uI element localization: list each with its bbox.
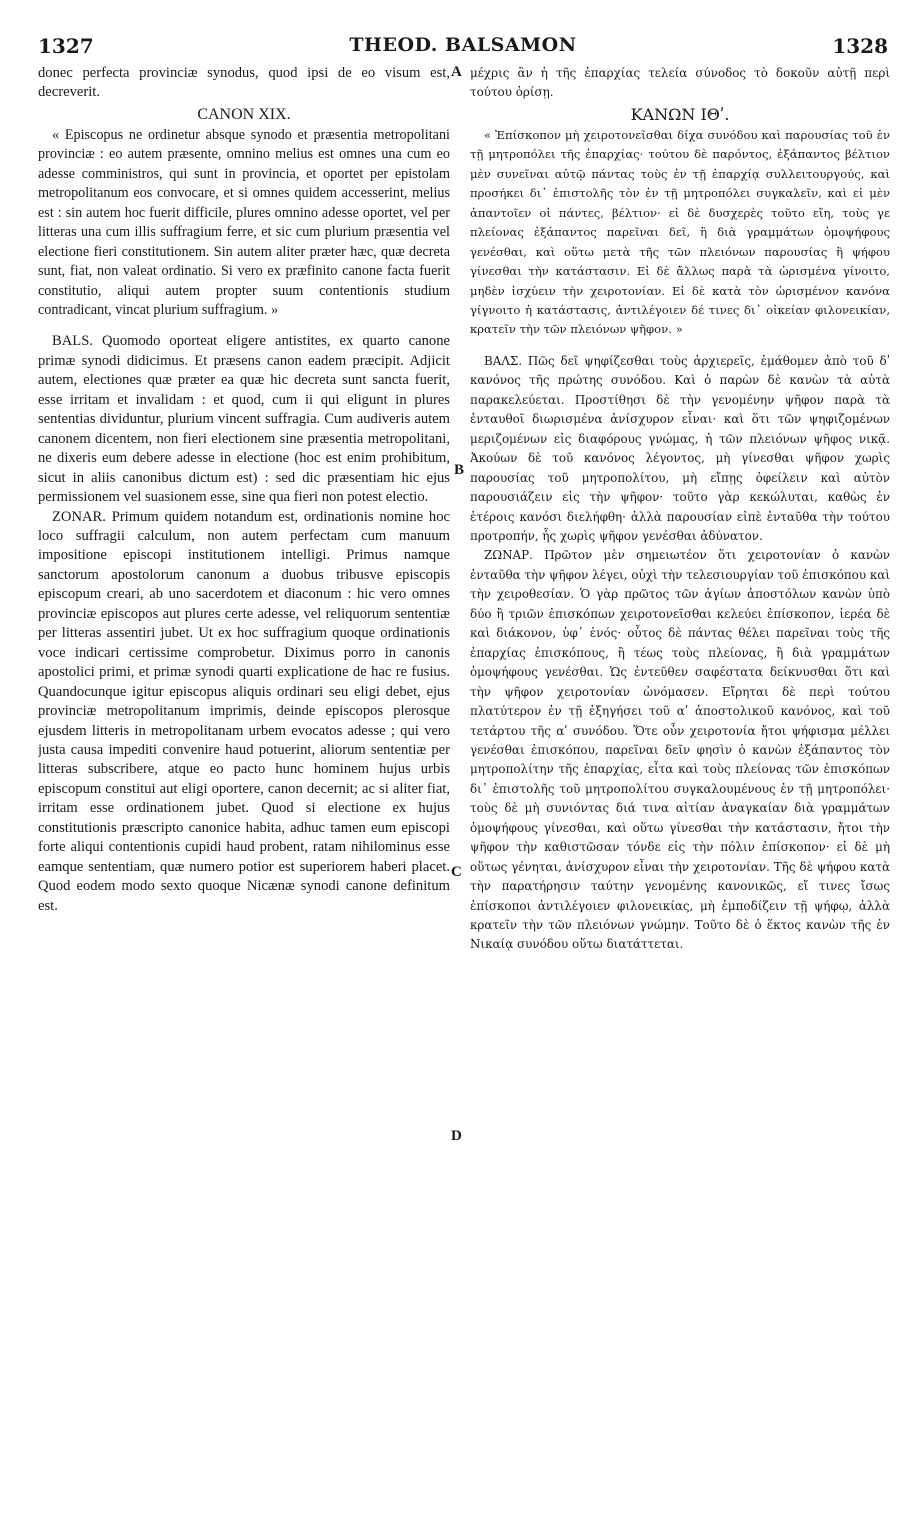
latin-zonar-label: ZONAR. bbox=[52, 508, 106, 525]
greek-zonar-text: Πρῶτον μὲν σημειωτέον ὅτι χειροτονίαν ὁ κανὼν ἐνταῦθα τὴν ψῆφον λέγει, οὐχὶ τὴν τελεσιουργίαν τοῦ ἐπισκόπου καὶ τὴν χειροθεσίαν. Ὁ γὰρ πρῶτος τῶν ἁγίων ἀποστόλων κανὼν ὑπὸ δύο ἢ τριῶν ἐπισκόπων χειροτονεῖσθαι κελεύει ἐπίσκοπον, ἱερέα δὲ καὶ διάκονον, ὑφ᾽ ἑνός· οὗτος δὲ πάντας θέλει παρεῖναι τοὺς τῆς ἐπαρχίας ἐπισκόπους, ἢ τέως τοὺς πλείονας, ἢ διὰ γραμμάτων ὁμοψήφους γενέσθαι. Ὡς ἐντεῦθεν σαφέστατα δείκνυσθαι ὅτι καὶ τὴν ψῆφον χειροτονίαν ὠνόμασεν. Εἴρηται δὲ περὶ τούτου πλατύτερον ἐν τῇ ἐξηγήσει τοῦ αʹ ἀποστολικοῦ κανόνος, καὶ τοῦ τετάρτου τῆς αʹ συνόδου. Ὅτε οὖν χειροτονία ἤτοι ψήφισμα μέλλει γενέσθαι ἐπισκόπου, παρεῖναι δεῖν φησὶν ὁ κανὼν ἐξάπαντος τὸν μητροπολίτην τῆς ἐπαρχίας, εἶτα καὶ τοὺς πλείονας τῶν ἐπισκόπων δι᾽ ἐπιστολῆς τοῦ μητροπολίτου συγκαλουμένους ἐν τῇ μητροπόλει· τοὺς δὲ μὴ συνιόντας διά τινα αἰτίαν ἀναγκαίαν διὰ γραμμάτων ὁμοψήφους γίνεσθαι, καὶ οὕτω γίνεσθαι τὴν κατάστασιν, ἤτοι τὴν ψῆφον τὴν καθιστῶσαν τόνδε εἰς τὴν πόλιν ἐπίσκοπον· εἰ δὲ μὴ οὕτως γένηται, ἀνίσχυρον εἶναι τὴν χειροτονίαν. Τῆς δὲ ψήφου κατὰ τὴν παρατήρησιν ταύτην γενομένης κανονικῶς, εἴ τινες ἴσως ἐπίσκοποι ἀντιλέγοιεν φιλονεικίας, μὴ ἐμποδίζειν τῇ ψήφῳ, ἀλλὰ κρατεῖν τὴν τῶν πλειόνων γνώμην. Τοῦτο δὲ ὁ ἕκτος κανὼν τῆς ἐν Νικαίᾳ συνόδου οὕτω διατάττεται. bbox=[470, 548, 890, 952]
latin-opening: donec perfecta provinciæ synodus, quod ipsi de eo visum est, decreverit. bbox=[38, 65, 450, 101]
latin-canon-text: « Episcopus ne ordinetur absque synodo et præsentia metropolitani provinciæ : eo autem præsente, omnino melius est omnes una cum eo adesse comministros, qui sunt in provincia, et oportet per epistolam metropolitanum eos convocare, et si omnes quidem accesserint, melius est : sin autem hoc fuerit difficile, plures omnino adesse oportet, vel per litteras una cum illis suffragium ferre, et sic cum plurium præsentia vel electione fieri constitutionem. Sin autem aliter præter hæc, quæ decreta sunt, fiat, non valeat ordinatio. Si vero ex præfinito canone facta fuerit constitutio, aliqui autem propter suum contentionis studium contradicant, vincat plurium suffragium. » bbox=[38, 126, 450, 318]
margin-letter-c: C bbox=[451, 864, 462, 880]
latin-column bbox=[38, 64, 450, 1520]
greek-canon-title: ΚΑΝΩΝ ΙΘʹ. bbox=[630, 104, 730, 124]
spacer bbox=[470, 340, 890, 352]
latin-bals-paragraph bbox=[38, 332, 450, 507]
running-title: THEOD. BALSAMON bbox=[349, 34, 577, 56]
greek-bals-text: Πῶς δεῖ ψηφίζεσθαι τοὺς ἀρχιερεῖς, ἐμάθομεν ἀπὸ τοῦ δʹ κανόνος τῆς πρώτης συνόδου. Καὶ ὁ παρὼν δὲ κανὼν τὰ αὐτὰ παρακελεύεται. Προστίθησι δὲ τὴν γενομένην ψῆφον παρὰ τὰ ἐνταυθοῖ διωρισμένα ἀνίσχυρον εἶναι· καὶ ὅτι τῶν ψηφιζομένων μεριζομένων εἰς διαφόρους γνώμας, ἡ τῶν πλειόνων ψῆφος νικᾷ. Ἀκούων δὲ τοῦ κανόνος λέγοντος, μὴ γίνεσθαι ψῆφον χωρὶς παρουσίας τοῦ μητροπολίτου, μὴ εἴπῃς ὀφείλειν καὶ αὐτὸν παρουσιάζειν εἰς τὴν ψῆφον· τοῦτο γὰρ κεκώλυται, καθὼς ἐν ἑτέροις κανόσι διελήφθη· ἀλλὰ παρουσίαν εἰπὲ ἐνταῦθα τὴν τούτου προτροπήν, ἧς χωρὶς ψῆφον γενέσθαι ἀδύνατον. bbox=[470, 353, 890, 543]
running-header bbox=[38, 34, 888, 64]
spacer bbox=[38, 320, 450, 332]
latin-zonar-paragraph bbox=[38, 508, 450, 917]
greek-column bbox=[470, 64, 890, 1520]
greek-canon-text: « Ἐπίσκοπον μὴ χειροτονεῖσθαι δίχα συνόδου καὶ παρουσίας τοῦ ἐν τῇ μητροπόλει τῆς ἐπαρχίας· τούτου δὲ παρόντος, ἐξάπαντος βέλτιον μὲν συνεῖναι αὐτῷ πάντας τοὺς ἐν τῇ ἐπαρχίᾳ συλλειτουργούς, καὶ προσήκει δι᾽ ἐπιστολῆς τὸν ἐν τῇ μητροπόλει συγκαλεῖν, καὶ εἰ μὲν ἀπαντοῖεν οἱ πάντες, βέλτιον· εἰ δὲ δυσχερὲς τοῦτο εἴη, τοὺς γε πλείονας ἐξάπαντος παρεῖναι δεῖ, ἢ διὰ γραμμάτων ὁμοψήφους γενέσθαι, καὶ οὕτω μετὰ τῆς τῶν πλειόνων παρουσίας ἢ ψήφου γίνεσθαι τὴν κατάστασιν. Εἰ δὲ ἄλλως παρὰ τὰ ὡρισμένα γίνοιτο, μηδὲν ἰσχύειν τὴν χειροτονίαν. Εἰ δὲ κατὰ τὸν ὡρισμένον κανόνα γίγνοιτο ἡ κατάστασις, ἀντιλέγοιεν δέ τινες δι᾽ οἰκείαν φιλονεικίαν, κρατεῖν τὴν τῶν πλειόνων ψῆφον. » bbox=[470, 127, 890, 337]
greek-zonar-label: ΖΩΝΑΡ. bbox=[484, 548, 533, 563]
greek-bals-label: ΒΑΛΣ. bbox=[484, 353, 523, 368]
latin-canon-title: CANON XIX. bbox=[197, 105, 291, 123]
latin-bals-label: BALS. bbox=[52, 333, 93, 350]
margin-letter-d: D bbox=[451, 1128, 462, 1144]
latin-zonar-text: Primum quidem notandum est, ordinationis nomine hoc loco suffragii calculum, non autem perfectam cum manuum impositione episcopi institutionem intelligi. Primus namque sanctorum apostolorum canonum a duobus tribusve episcopis episcopum creari, ab uno sacerdotem et diaconum : hic vero omnes provinciæ episcopos aut plures certe adesse, vel reliquorum sententiæ per litteras assentiri jubet. Ut ex hoc suffragium quoque ordinationis voce indicari certissime comprobetur. Diximus porro in canonis apostolici primi, et primæ synodi quarti explicatione de hac re fusius. Quandocunque igitur episcopus aliquis ordinari seu eligi debet, ejus provinciæ metropolitanum imprimis, deinde episcopos plerosque ejusdem litteris in metropolitanam urbem evocatos adesse ; qui vero justa causa impediti convenire haud potuerint, aliorum sententiæ per litteras subscribere, atque eo pacto hunc hominem hujus urbis episcopum constitui aut eligi oportere, canon decernit; ac si aliter fiat, irritam esse ordinationem jubet. Quod si electione ex hujus constitutionis præscripto canonice habita, adhuc tamen eum episcopi forte aliqui contentionis cupidi haud probent, ratam nihilominus esse eamque sententiam, quæ numero potior est superiorem haberi placet. Quod eodem modo sexto quoque Nicænæ synodi canone definitum est. bbox=[38, 508, 450, 914]
page-number-right: 1328 bbox=[832, 34, 888, 58]
greek-bals-paragraph bbox=[470, 352, 890, 547]
page-number-left: 1327 bbox=[38, 34, 94, 58]
greek-zonar-paragraph bbox=[470, 546, 890, 955]
latin-bals-text: Quomodo oporteat eligere antistites, ex quarto canone primæ synodi didicimus. Et præsens canon eadem præcipit. Adjicit autem, electiones quæ præter ea quæ hic decreta sunt sancta fuerit, esse irritam et invalidam : et quod, cum ii qui eligunt in plures sententias dividuntur, plurium vincent suffragia. Cum audiveris autem canonem dicentem, non fieri electionem sine præsentia metropolitani, ne dixeris eum debere adesse in electione (hoc est enim prohibitum, sicut in aliis canonibus dictum est) : sed dic præsentiam hic ejus permissionem vel suasionem esse, sine qua fieri non potest electio. bbox=[38, 333, 450, 506]
margin-letter-b: B bbox=[454, 462, 465, 478]
margin-letter-a: A bbox=[451, 64, 462, 80]
greek-opening: μέχρις ἂν ἡ τῆς ἐπαρχίας τελεία σύνοδος τὸ δοκοῦν αὐτῇ περὶ τούτου ὁρίσῃ. bbox=[470, 66, 890, 100]
